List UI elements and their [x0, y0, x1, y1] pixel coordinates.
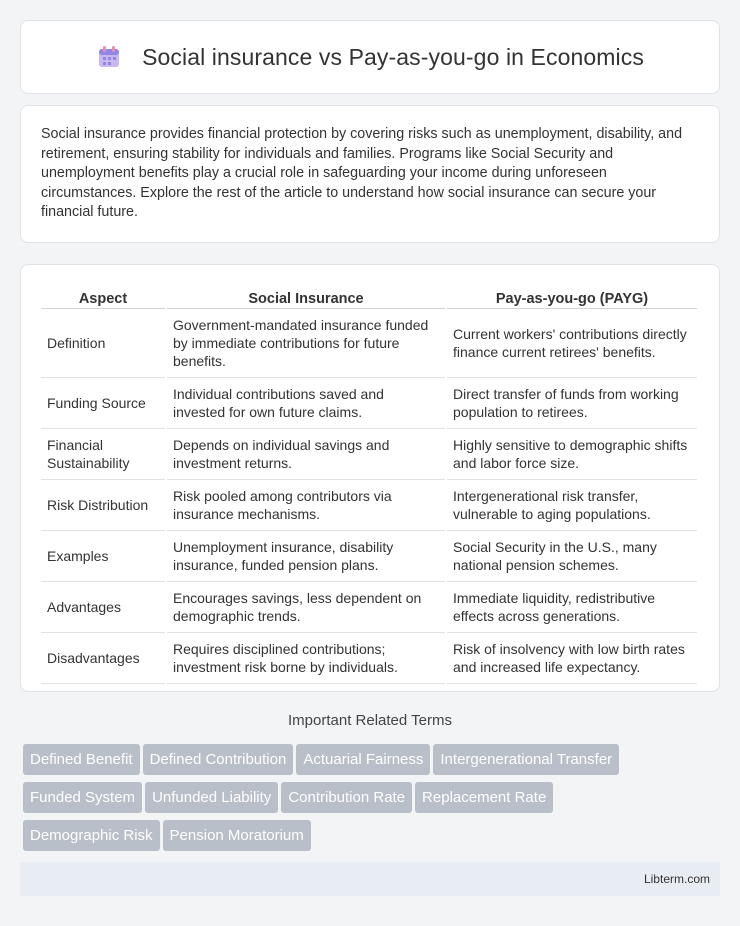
table-row	[41, 429, 697, 480]
related-terms-title: Important Related Terms	[288, 712, 452, 729]
row-aspect: Risk Distribution	[41, 480, 165, 531]
intro-card	[20, 105, 720, 243]
table-row	[41, 633, 697, 684]
tag-unfunded-liability[interactable]: Unfunded Liability	[145, 782, 278, 813]
header-payg: Pay-as-you-go (PAYG)	[447, 285, 697, 309]
tag-contribution-rate[interactable]: Contribution Rate	[281, 782, 412, 813]
row-social-insurance: Encourages savings, less dependent on demographic trends.	[167, 582, 445, 633]
header-aspect: Aspect	[41, 285, 165, 309]
row-aspect: Disadvantages	[41, 633, 165, 684]
comparison-card	[20, 264, 720, 692]
row-payg: Highly sensitive to demographic shifts and labor force size.	[447, 429, 697, 480]
table-row	[41, 378, 697, 429]
row-social-insurance: Individual contributions saved and invested for own future claims.	[167, 378, 445, 429]
table-row	[41, 480, 697, 531]
row-payg: Risk of insolvency with low birth rates and increased life expectancy.	[447, 633, 697, 684]
tag-pension-moratorium[interactable]: Pension Moratorium	[163, 820, 311, 851]
row-payg: Social Security in the U.S., many national pension schemes.	[447, 531, 697, 582]
row-payg: Current workers' contributions directly finance current retirees' benefits.	[447, 309, 697, 378]
row-aspect: Definition	[41, 309, 165, 378]
comparison-table	[39, 285, 699, 684]
tag-replacement-rate[interactable]: Replacement Rate	[415, 782, 553, 813]
tag-defined-benefit[interactable]: Defined Benefit	[23, 744, 140, 775]
tag-defined-contribution[interactable]: Defined Contribution	[143, 744, 294, 775]
footer	[20, 862, 720, 896]
intro-text: Social insurance provides financial protection by covering risks such as unemployment, disability, and retirement, ensuring stability for individuals and families. Programs like Social Security and unemployment benefits play a crucial role in safeguarding your income during unforeseen circumstances. Explore the rest of the article to understand how social insurance can secure your financial future.	[41, 126, 683, 221]
calendar-icon	[96, 44, 122, 70]
footer-site-link[interactable]: Libterm.com	[643, 872, 710, 886]
row-social-insurance: Risk pooled among contributors via insurance mechanisms.	[167, 480, 445, 531]
tag-actuarial-fairness[interactable]: Actuarial Fairness	[296, 744, 430, 775]
row-social-insurance: Unemployment insurance, disability insurance, funded pension plans.	[167, 531, 445, 582]
row-aspect: Financial Sustainability	[41, 429, 165, 480]
row-payg: Intergenerational risk transfer, vulnerable to aging populations.	[447, 480, 697, 531]
header-card	[20, 20, 720, 94]
row-aspect: Advantages	[41, 582, 165, 633]
row-payg: Immediate liquidity, redistributive effects across generations.	[447, 582, 697, 633]
tag-intergenerational-transfer[interactable]: Intergenerational Transfer	[433, 744, 619, 775]
title-wrap	[96, 44, 644, 71]
tag-funded-system[interactable]: Funded System	[23, 782, 142, 813]
row-social-insurance: Requires disciplined contributions; investment risk borne by individuals.	[167, 633, 445, 684]
table-header-row	[41, 285, 697, 309]
table-row	[41, 309, 697, 378]
related-terms-tags	[23, 744, 723, 858]
header-social-insurance: Social Insurance	[167, 285, 445, 309]
tag-demographic-risk[interactable]: Demographic Risk	[23, 820, 160, 851]
row-social-insurance: Government-mandated insurance funded by immediate contributions for future benefits.	[167, 309, 445, 378]
row-aspect: Examples	[41, 531, 165, 582]
table-row	[41, 531, 697, 582]
row-payg: Direct transfer of funds from working population to retirees.	[447, 378, 697, 429]
table-row	[41, 582, 697, 633]
row-aspect: Funding Source	[41, 378, 165, 429]
row-social-insurance: Depends on individual savings and investment returns.	[167, 429, 445, 480]
page-title: Social insurance vs Pay-as-you-go in Economics	[142, 43, 644, 70]
